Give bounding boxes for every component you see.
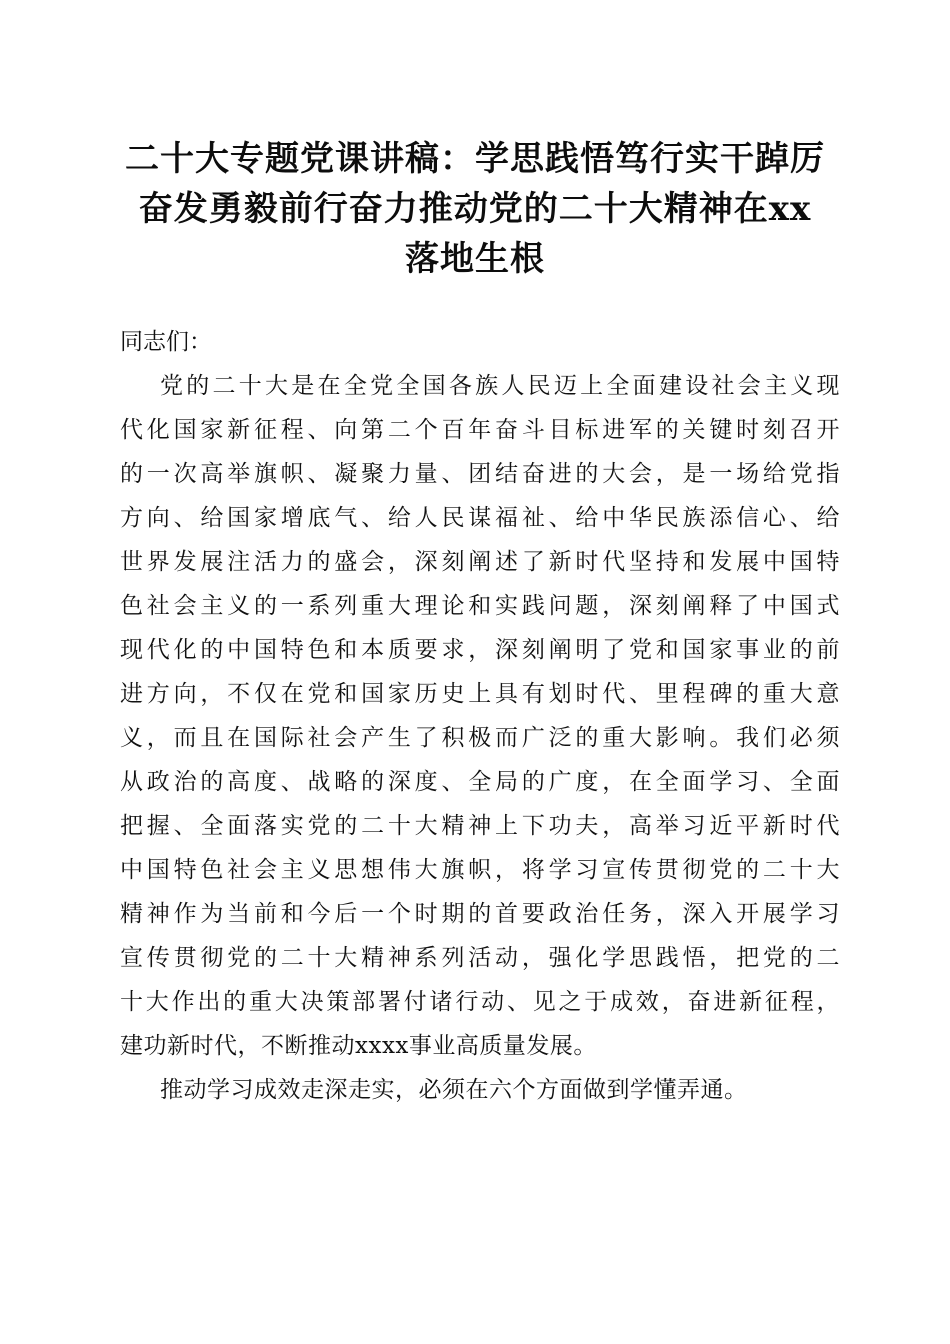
paragraph-line: 从政治的高度、战略的深度、全局的广度，在全面学习、全面: [120, 769, 840, 795]
title-line-1: 二十大专题党课讲稿：学思践悟笃行实干踔厉: [125, 139, 825, 179]
paragraph-1: [120, 364, 840, 1068]
paragraph-line: 代化国家新征程、向第二个百年奋斗目标进军的关键时刻召开: [120, 417, 840, 443]
paragraph-line: 的一次高举旗帜、凝聚力量、团结奋进的大会，是一场给党指: [120, 461, 840, 487]
paragraph-line: 精神作为当前和今后一个时期的首要政治任务，深入开展学习: [120, 901, 840, 927]
document-title: [110, 134, 840, 284]
paragraph-line: 世界发展注活力的盛会，深刻阐述了新时代坚持和发展中国特: [120, 549, 840, 575]
paragraph-2: [120, 1068, 840, 1112]
paragraph-line: 把握、全面落实党的二十大精神上下功夫，高举习近平新时代: [120, 813, 840, 839]
paragraph-line: 十大作出的重大决策部署付诸行动、见之于成效，奋进新征程，: [120, 989, 840, 1015]
title-line-2: 奋发勇毅前行奋力推动党的二十大精神在xx: [138, 189, 812, 229]
paragraph-line: 现代化的中国特色和本质要求，深刻阐明了党和国家事业的前: [120, 637, 840, 663]
document-body: [120, 320, 840, 1112]
title-line-3: 落地生根: [405, 239, 545, 279]
paragraph-line: 党的二十大是在全党全国各族人民迈上全面建设社会主义现: [160, 373, 840, 399]
paragraph-line: 推动学习成效走深走实，必须在六个方面做到学懂弄通。: [160, 1077, 748, 1103]
salutation: 同志们：: [120, 329, 212, 355]
paragraph-line: 色社会主义的一系列重大理论和实践问题，深刻阐释了中国式: [120, 593, 840, 619]
paragraph-line: 义，而且在国际社会产生了积极而广泛的重大影响。我们必须: [120, 725, 840, 751]
paragraph-line: 进方向，不仅在党和国家历史上具有划时代、里程碑的重大意: [120, 681, 840, 707]
paragraph-line: 宣传贯彻党的二十大精神系列活动，强化学思践悟，把党的二: [120, 945, 840, 971]
paragraph-line: 建功新时代，不断推动xxxx事业高质量发展。: [120, 1033, 597, 1059]
paragraph-line: 方向、给国家增底气、给人民谋福祉、给中华民族添信心、给: [120, 505, 840, 531]
paragraph-line: 中国特色社会主义思想伟大旗帜，将学习宣传贯彻党的二十大: [120, 857, 840, 883]
